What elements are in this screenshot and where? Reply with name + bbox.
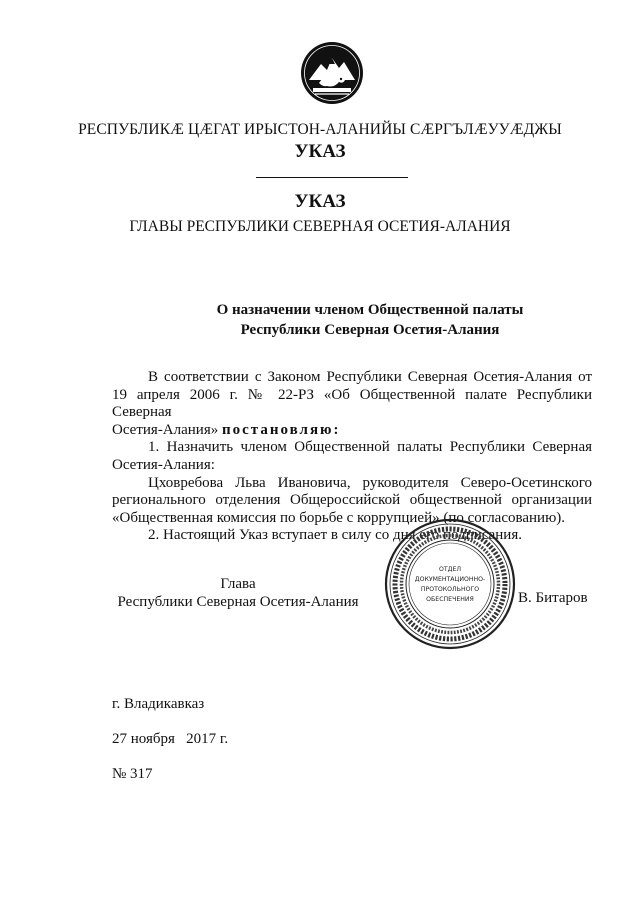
decree-number: № 317 [112, 766, 153, 782]
seal-text: ПРОТОКОЛЬНОГО [420, 586, 480, 593]
signatory-name: В. Битаров [518, 590, 588, 606]
signatory-role-line1: Глава [220, 576, 256, 592]
head-of-republic-header: ГЛАВЫ РЕСПУБЛИКИ СЕВЕРНАЯ ОСЕТИЯ-АЛАНИЯ [129, 218, 511, 235]
resolve-word: постановляю: [222, 421, 341, 438]
body-line: Цховребова Льва Ивановича, руководителя Северо-Осетинского [148, 474, 592, 491]
body-line: регионального отделения Общероссийской общественной организации [112, 492, 592, 509]
decree-title-line2: Республики Северная Осетия-Алания [240, 322, 500, 338]
seal-text: ДОКУМЕНТАЦИОННО- [414, 576, 486, 583]
body-line: «Общественная комиссия по борьбе с коррупцией» (по согласованию). [112, 509, 566, 526]
body-line [112, 422, 592, 440]
body-line: 19 апреля 2006 г. № 22-РЗ «Об Общественной палате Республики Северная [112, 386, 592, 421]
seal-text: ОТДЕЛ [438, 566, 462, 573]
issue-date: 27 ноября 2017 г. [112, 731, 229, 747]
seal-text: ОБЕСПЕЧЕНИЯ [426, 596, 474, 603]
issue-place: г. Владикавказ [112, 696, 205, 712]
decree-label-russian: УКАЗ [294, 191, 346, 212]
decree-title [150, 300, 590, 340]
body-text: Осетия-Алания» [112, 421, 219, 438]
body-line: В соответствии с Законом Республики Северная Осетия-Алания от [148, 369, 592, 385]
signatory-role-line2: Республики Северная Осетия-Алания [117, 594, 359, 610]
body-line: Осетия-Алания: [112, 456, 215, 473]
decree-label-ossetian: УКАЗ [294, 141, 346, 162]
header-divider [256, 177, 408, 178]
decree-title-line1: О назначении членом Общественной палаты [216, 302, 524, 318]
coat-of-arms-icon [299, 40, 365, 106]
republic-header-ossetian: РЕСПУБЛИКÆ ЦÆГАТ ИРЫСТОН-АЛАНИЙЫ СÆРГЪЛÆУУÆДЖЫ [78, 121, 562, 138]
body-line: 1. Назначить членом Общественной палаты Республики Северная [148, 439, 592, 456]
signatory-role [110, 575, 366, 611]
decree-body [112, 369, 592, 545]
official-seal-icon [383, 517, 517, 651]
body-line: 2. Настоящий Указ вступает в силу со дня его подписания. [148, 527, 522, 544]
